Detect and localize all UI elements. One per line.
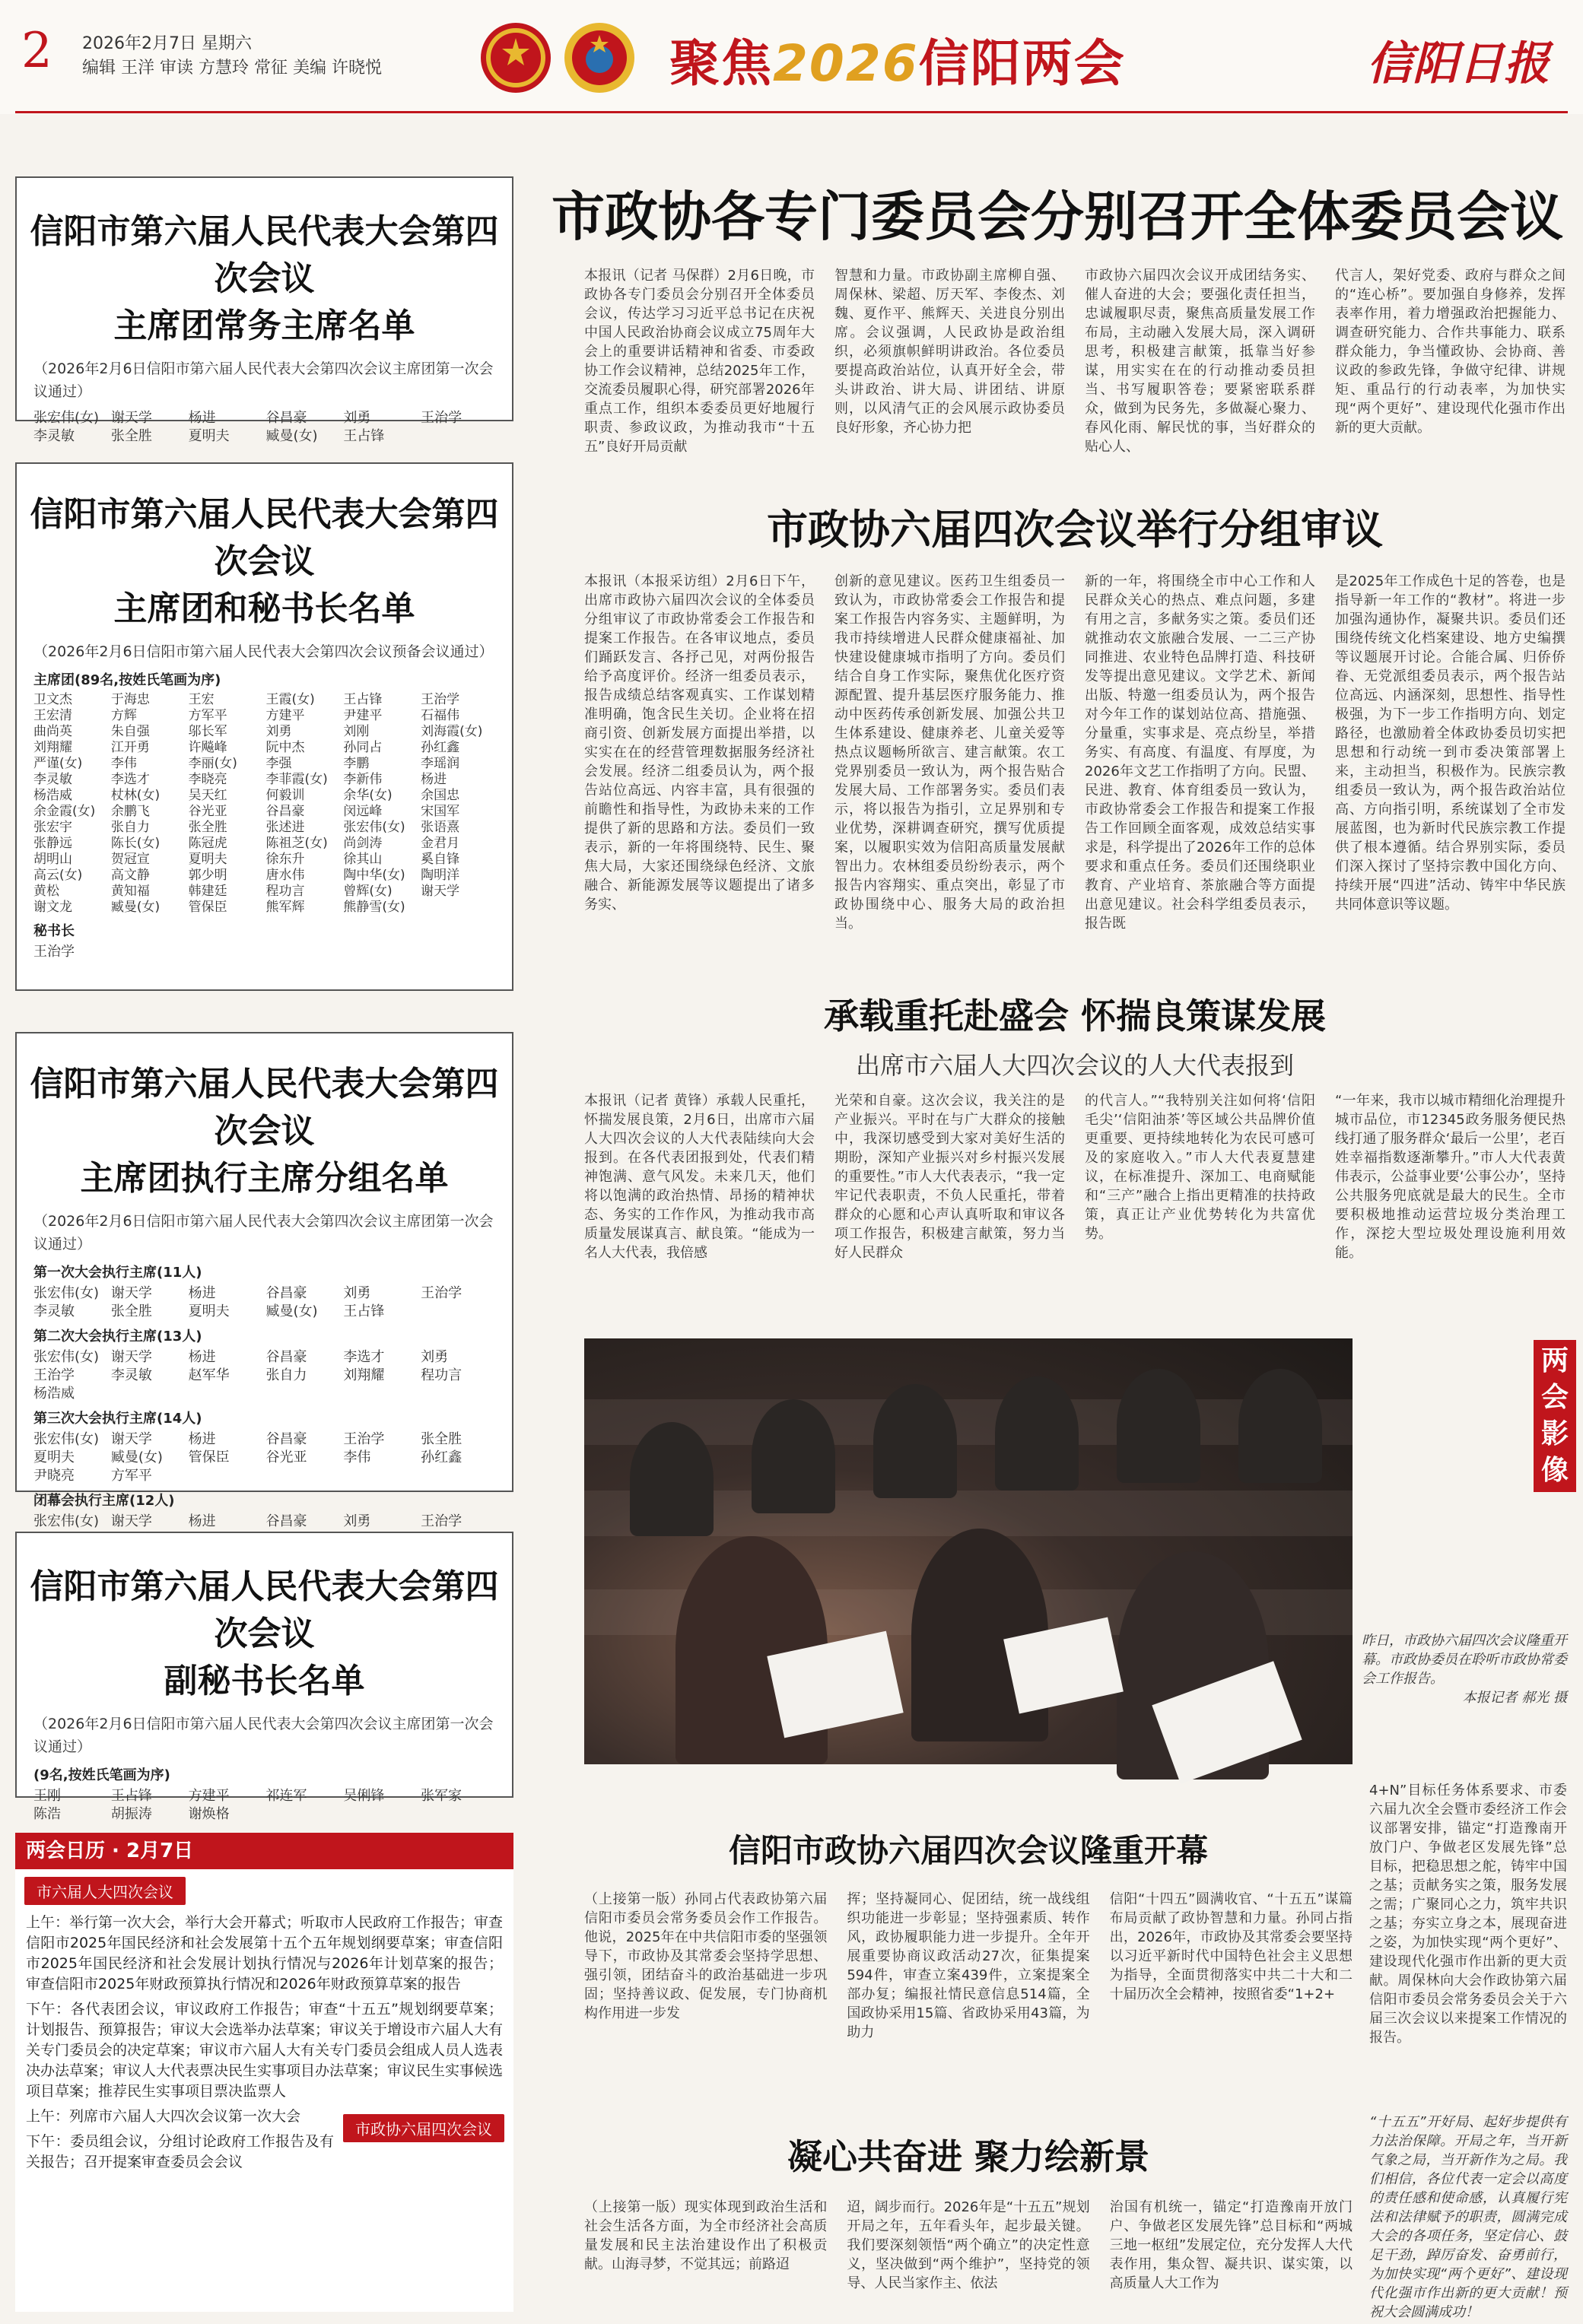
article-column: 光荣和自豪。这次会议，我关注的是产业振兴。平时在与广大群众的接触中，我深切感受到大家对美好生活的期盼，深知产业振兴对乡村振兴发展的重要性。”市人大代表表示，“我一定牢记代表职责，不负人民重托，带着群众的心愿和心声认真听取和审议各项工作报告，积极建言献策，努力当好人民群众 (834, 1093, 1065, 1261)
box-note: （2026年2月6日信阳市第六届人民代表大会第四次会议主席团第一次会议通过） (33, 360, 494, 400)
article-column: 新的一年，将围绕全市中心工作和人民群众关心的热点、难点问题，多建有用之言，多献务实之策。委员们还就推动农文旅融合发展、一二三产协同推进、农业特色品牌打造、科技研发等提出意见建议。文学艺术、新闻出版、特邀一组委员认为，两个报告对今年工作的谋划站位高、措施强、分量重，实事求是、亮点纷呈，举措务实、有高度、有温度、有厚度，为2026年文艺工作指明了方向。民盟、民进、教育、体育组委员一致认为，市政协常委会工作报告和提案工作报告工作回顾全面客观，成效总结实事求是，科学提出了2026年工作的总体要求和重点任务。委员们还围绕职业教育、产业培育、茶旅融合等方面提出意见建议。社会科学组委员表示，报告既 (1085, 573, 1315, 932)
person-name: 程功言 (265, 884, 305, 899)
person-name: 张静远 (33, 836, 72, 851)
article-column: 本报讯（记者 马保群）2月6日晚，市政协各专门委员会分别召开全体委员会议，传达学习习近平总书记在庆祝中国人民政治协商会议成立75周年大会上的重要讲话精神和省委、市委政协工作会议精神，总结2025年工作，交流委员履职心得，研究部署2026年重点工作，组织本委委员更好地履行职责、参政议政，为推动我市“十五五”良好开局贡献 (584, 268, 815, 455)
article-headline: 凝心共奋进 聚力绘新景 (787, 2136, 1149, 2177)
box-title-line1: 信阳市第六届人民代表大会第四次会议 (30, 495, 499, 581)
person-name: 曾辉(女) (343, 884, 393, 899)
person-name: 余鹏飞 (110, 804, 150, 819)
person-name: 孙红鑫 (421, 1449, 463, 1465)
person-name: 李灵敏 (110, 1367, 152, 1383)
secretary-name: 王治学 (33, 944, 75, 960)
article-body (584, 2198, 1353, 2312)
person-name: 谷昌豪 (265, 1349, 307, 1365)
section-prefix: 聚焦 (669, 34, 773, 93)
person-name: 邬长军 (188, 724, 227, 739)
standing-chair-list (15, 176, 513, 444)
person-name: 刘勇 (421, 1349, 449, 1365)
person-name: 孙同占 (343, 740, 383, 755)
name-grid (33, 1348, 495, 1403)
person-name: 王占锋 (343, 692, 383, 707)
group-label: 闭幕会执行主席(12人) (33, 1493, 175, 1509)
person-name: 管保臣 (188, 1449, 230, 1465)
box-title-line2: 主席团执行主席分组名单 (80, 1159, 449, 1198)
person-name: 杨进 (188, 410, 216, 426)
presidium-list (15, 462, 513, 991)
person-name: 李新伟 (343, 772, 383, 787)
person-name: 张军家 (421, 1788, 463, 1804)
person-name: 臧曼(女) (265, 1303, 318, 1319)
person-name: 尹建平 (343, 708, 383, 723)
person-name: 张语熹 (421, 820, 460, 835)
person-name: 刘翔耀 (343, 1367, 385, 1383)
person-name: 杨进 (188, 1285, 216, 1301)
name-grid (33, 1787, 495, 1824)
person-name: 杨浩威 (33, 788, 72, 803)
article-column: “十五五”开好局、起好步提供有力法治保障。开局之年，当开新气象之局，当开新作为之局。我们相信，各位代表一定会以高度的责任感和使命感，认真履行宪法和法律赋予的职责，圆满完成大会的各项任务，坚定信心、鼓足干劲，踔厉奋发、奋勇前行，为加快实现“两个更好”、建设现代化强市作出新的更大贡献！预祝大会圆满成功！ (1369, 2114, 1567, 2320)
person-name: 余金霞(女) (33, 804, 96, 819)
person-name: 张自力 (110, 820, 150, 835)
person-name: 闵远峰 (343, 804, 383, 819)
calendar-text: 上午：列席市六届人大四次会议第一次大会 (26, 2108, 301, 2125)
person-name: 杖林(女) (110, 788, 161, 803)
box-note: （2026年2月6日信阳市第六届人民代表大会第四次会议主席团第一次会议通过） (33, 1716, 494, 1755)
person-name: 张宏伟(女) (33, 1285, 100, 1301)
person-name: 杨进 (421, 772, 447, 787)
article-subhead: 出席市六届人大四次会议的人大代表报到 (855, 1051, 1294, 1080)
person-name: 谢天学 (110, 1431, 152, 1447)
article-column: 市政协六届四次会议开成团结务实、催人奋进的大会；要强化责任担当，忠诚履职尽责，聚焦高质量发展工作布局，主动融入发展大局，深入调研思考，积极建言献策，抵靠当好参谋，用实实在在的行动推动委员担当、书写履职答卷；要紧密联系群众，做到为民务先，多做凝心聚力、春风化雨、解民忧的事，当好群众的贴心人、 (1085, 268, 1315, 455)
person-name: 方辉 (110, 708, 137, 723)
person-name: 李选才 (343, 1349, 385, 1365)
article-column: 的代言人。”“我特别关注如何将‘信阳毛尖’‘信阳油茶’等区域公共品牌价值更重要、更持续地转化为农民可感可及的家庭收入。”市人大代表夏慧建议，在标准提升、深加工、电商赋能和“三产”融合上指出更精准的扶持政策，真正让产业优势转化为共富优势。 (1085, 1093, 1315, 1242)
person-name: 王治学 (421, 410, 463, 426)
person-name: 江开勇 (110, 740, 150, 755)
article-column: 创新的意见建议。医药卫生组委员一致认为，市政协常委会工作报告和提案工作报告内容务实、主题鲜明，为我市持续增进人民群众健康福祉、加快建设健康城市指明了方向。委员们结合自身工作实际，聚焦优化医疗资源配置、提升基层医疗服务能力、推动中医药传承创新发展、加强公共卫生体系建设、健康养老、儿童关爱等热点议题畅所欲言、建言献策。农工党界别委员一致认为，两个报告贴合发展大局、工作部署务实。委员们表示，将以报告为指引，立足界别和专业优势，深耕调查研究，撰写优质提案，以履职实效为信阳高质量发展献智出力。农林组委员纷纷表示，两个报告内容翔实、重点突出，彰显了市政协围绕中心、服务大局的政治担当。 (834, 573, 1065, 932)
calendar-title: 两会日历 · 2月7日 (15, 1833, 513, 1869)
group-label: 第二次大会执行主席(13人) (33, 1329, 202, 1345)
person-name: 祁连军 (265, 1788, 307, 1804)
person-name: 夏明夫 (188, 428, 230, 444)
person-name: 余国忠 (421, 788, 460, 803)
person-name: 刘勇 (265, 724, 292, 739)
person-name: 高文静 (110, 868, 150, 883)
person-name: 熊军辉 (265, 900, 305, 915)
person-name: 张全胜 (188, 820, 227, 835)
calendar-text: 上午：举行第一次大会，举行大会开幕式；听取市人民政府工作报告；审查信阳市2025年国民经济和社会发展第十五个五年规划纲要草案；审查信阳市2025年国民经济和社会发展计划执行情况与2026年计划草案的报告；审查信阳市2025年财政预算执行情况和2026年财政预算草案的报告 (26, 1914, 504, 1992)
person-name: 谷昌豪 (265, 1431, 307, 1447)
article-column: 迢，阔步而行。2026年是“十五五”规划开局之年，五年看头年，起步最关键。我们要深刻领悟“两个确立”的决定性意义，坚决做到“两个维护”，坚持党的领导、人民当家作主、依法 (847, 2199, 1090, 2291)
name-grid (33, 692, 495, 916)
caption-text: 昨日，市政协六届四次会议隆重开幕。市政协委员在聆听市政协常委会工作报告。 (1362, 1633, 1567, 1687)
person-name: 李鹏 (343, 756, 370, 771)
calendar-tag-cppcc: 市政协六届四次会议 (343, 2114, 504, 2142)
article-column: 代言人，架好党委、政府与群众之间的“连心桥”。要加强自身修养，发挥表率作用，着力增强政治把握能力、调查研究能力、合作共事能力、联系群众能力，争当懂政协、会协商、善议政的参政先锋，争做守纪律、讲规矩、重品行的行动表率，为加快实现“两个更好”、建设现代化强市作出新的更大贡献。 (1335, 268, 1566, 436)
person-name: 管保臣 (188, 900, 227, 915)
person-name: 王治学 (421, 1513, 463, 1529)
person-name: 李伟 (343, 1449, 371, 1465)
article-headline: 市政协六届四次会议举行分组审议 (767, 505, 1383, 554)
group-list (17, 1262, 512, 1549)
person-name: 金君月 (421, 836, 460, 851)
person-name: 王占锋 (343, 428, 385, 444)
person-name: 杨进 (188, 1431, 216, 1447)
person-name: 杨浩威 (33, 1386, 75, 1402)
person-name: 朱自强 (110, 724, 150, 739)
person-name: 刘勇 (343, 1513, 371, 1529)
person-name: 张宏伟(女) (33, 1513, 100, 1529)
calendar-text: 下午：委员组会议，分组讨论政府工作报告及有关报告；召开提案审查委员会会议 (26, 2133, 334, 2170)
section-suffix: 信阳两会 (918, 34, 1126, 93)
person-name: 李灵敏 (33, 772, 72, 787)
person-name: 夏明夫 (33, 1449, 75, 1465)
date-line: 2026年2月7日 星期六 (82, 34, 252, 53)
person-name: 于海忠 (110, 692, 150, 707)
person-name: 臧曼(女) (110, 1449, 163, 1465)
person-name: 奚自锋 (421, 852, 460, 867)
person-name: 陶明洋 (421, 868, 460, 883)
person-name: 张宏伟(女) (343, 820, 405, 835)
person-name: 李灵敏 (33, 1303, 75, 1319)
person-name: 陈冠虎 (188, 836, 227, 851)
article-body (584, 1890, 1353, 2080)
person-name: 胡振涛 (110, 1806, 152, 1822)
person-name: 高云(女) (33, 868, 83, 883)
article-body (584, 1091, 1566, 1297)
person-name: 张全胜 (421, 1431, 463, 1447)
person-name: 夏明夫 (188, 1303, 230, 1319)
person-name: 方建平 (265, 708, 305, 723)
page-header (0, 0, 1583, 114)
person-name: 黄知福 (110, 884, 150, 899)
person-name: 熊静雪(女) (343, 900, 405, 915)
article-column: 治国有机统一，锚定“打造豫南开放门户、争做老区发展先锋”总目标和“两城三地一枢纽”发展定位，充分发挥人大代表作用，集众智、凝共识、谋实策，以高质量人大工作为 (1109, 2199, 1353, 2291)
person-name: 刘海霞(女) (421, 724, 483, 739)
group-label: 第一次大会执行主席(11人) (33, 1265, 202, 1281)
person-name: 胡明山 (33, 852, 72, 867)
box-title-line2: 主席团常务主席名单 (113, 306, 415, 345)
person-name: 谷昌豪 (265, 804, 305, 819)
person-name: 赵军华 (188, 1367, 230, 1383)
person-name: 谢焕格 (188, 1806, 230, 1822)
person-name: 方军平 (188, 708, 227, 723)
person-name: 徐其山 (343, 852, 383, 867)
person-name: 贺冠宣 (110, 852, 150, 867)
person-name: 谷昌豪 (265, 1513, 307, 1529)
person-name: 黄松 (33, 884, 59, 899)
person-name: 张全胜 (110, 428, 152, 444)
box-title-line1: 信阳市第六届人民代表大会第四次会议 (30, 1065, 499, 1151)
person-name: 谷昌豪 (265, 410, 307, 426)
person-name: 吴俐锋 (343, 1788, 385, 1804)
article-column: 本报讯（本报采访组）2月6日下午，出席市政协六届四次会议的全体委员分组审议了市政协常委会工作报告和提案工作报告。在各审议地点，委员们踊跃发言、各抒己见，对两份报告给予高度评价。经济一组委员表示，报告成绩总结客观真实、工作谋划精准明确，饱含民生关切。企业将在招商引资、创新发展方面提出举措，以实实在在的经营管理数据服务经济社会发展。经济二组委员认为，两个报告站位高远、内容丰富，具有很强的前瞻性和指导性，为政协未来的工作提供了新的思路和方法。委员们一致表示，新的一年将围绕特、民生、聚焦大局，大家还围绕绿色经济、文旅融合、新能源发展等议题提出了诸多务实、 (584, 573, 815, 913)
deputy-secretary-list (15, 1532, 513, 1822)
person-name: 方军平 (110, 1468, 152, 1484)
person-name: 刘勇 (343, 410, 371, 426)
person-name: 张宏宇 (33, 820, 72, 835)
person-name: 谢天学 (421, 884, 460, 899)
staff-line: 编辑 王洋 审读 方慧玲 常征 美编 许晓悦 (82, 59, 382, 78)
article-column: （上接第一版）现实体现到政治生活和社会生活各方面，为全市经济社会高质量发展和民主法治建设作出了积极贡献。山海寻梦，不觉其远；前路迢 (584, 2199, 828, 2272)
person-name: 刘勇 (343, 1285, 371, 1301)
article-column: 是2025年工作成色十足的答卷，也是指导新一年工作的“教材”。将进一步加强沟通协作，凝聚共识。委员们还围绕传统文化档案建设、地方史编撰等议题展开讨论。合能合属、归侨侨眷、无党派组委员表示，两个报告站位高远、内涵深刻，思想性、指导性极强，为下一步工作指明方向、划定路径，也激励着全体政协委员切实把思想和行动统一到市委决策部署上来，主动担当，积极作为。民族宗教组委员一致认为，两个报告政治站位高、方向指引明，系统谋划了全市发展蓝图，也为新时代民族宗教工作提供了根本遵循。结合界别实际，委员们深入探讨了坚持宗教中国化方向、持续开展“四进”活动、铸牢中华民族共同体意识等议题。 (1335, 573, 1566, 913)
person-name: 张自力 (265, 1367, 307, 1383)
person-name: 张述进 (265, 820, 305, 835)
person-name: 尹晓亮 (33, 1468, 75, 1484)
person-name: 刘翔耀 (33, 740, 72, 755)
box-title-line2: 副秘书长名单 (164, 1662, 365, 1700)
person-name: 李选才 (110, 772, 150, 787)
person-name: 臧曼(女) (265, 428, 318, 444)
person-name: 李伟 (110, 756, 137, 771)
box-note: （2026年2月6日信阳市第六届人民代表大会第四次会议预备会议通过） (33, 643, 494, 660)
page-number: 2 (21, 23, 52, 79)
person-name: 谢天学 (110, 1349, 152, 1365)
article-column: 挥；坚持凝同心、促团结，统一战线组织功能进一步彰显；坚持强素质、转作风，政协履职能力进一步提升。全年开展重要协商议政活动27次，征集提案594件，审查立案439件，立案提案全部办复；编报社情民意信息514篇，全国政协采用15篇、省政协采用43篇，为助力 (847, 1891, 1090, 2040)
person-name: 何毅训 (265, 788, 305, 803)
person-name: 臧曼(女) (110, 900, 161, 915)
header-divider (15, 111, 1568, 113)
person-name: 韩建廷 (188, 884, 227, 899)
person-name: 陈长(女) (110, 836, 161, 851)
person-name: 李丽(女) (188, 756, 237, 771)
name-grid (33, 1284, 495, 1321)
calendar-text: 下午：各代表团会议，审议政府工作报告；审查“十五五”规划纲要草案；计划报告、预算报告；审议大会选举办法草案；审议关于增设市六届人大有关专门委员会的决定草案；审议市六届人大有关专门委员会组成人员人选表决办法草案；审议人大代表票决民生实事项目办法草案；审议民生实事候选项目草案；推荐民生实事项目票决监票人 (26, 2001, 504, 2100)
box-note: （2026年2月6日信阳市第六届人民代表大会第四次会议主席团第一次会议通过） (33, 1213, 494, 1252)
article-column: 本报讯（记者 黄锋）承载人民重托，怀揣发展良策，2月6日，出席市六届人大四次会议的人大代表陆续向大会报到。在各代表团报到处，代表们精神饱满、意气风发。未来几天，他们将以饱满的政治热情、昂扬的精神状态、务实的工作作风，为推动我市高质量发展谋真言、献良策。“能成为一名人大代表，我倍感 (584, 1093, 815, 1261)
person-name: 王占锋 (343, 1303, 385, 1319)
person-name: 陶中华(女) (343, 868, 405, 883)
person-name: 谢天学 (110, 1285, 152, 1301)
name-grid (33, 409, 495, 446)
person-name: 孙红鑫 (421, 740, 460, 755)
article-headline: 市政协各专门委员会分别召开全体委员会议 (552, 185, 1563, 248)
group-label: 第三次大会执行主席(14人) (33, 1411, 202, 1427)
calendar-tag-npc: 市六届人大四次会议 (24, 1877, 186, 1905)
caption-credit: 本报记者 郝光 摄 (1462, 1690, 1567, 1706)
person-name: 夏明夫 (188, 852, 227, 867)
section-title (669, 23, 1126, 95)
person-name: 郭少明 (188, 868, 227, 883)
article-headline: 承载重托赴盛会 怀揣良策谋发展 (823, 995, 1326, 1037)
group-label: (9名,按姓氏笔画为序) (33, 1767, 170, 1783)
article-column: “一年来，我市以城市精细化治理提升城市品位，市12345政务服务便民热线打通了服务群众‘最后一公里’，老百姓幸福指数逐渐攀升。”市人大代表黄伟表示，公益事业要‘公事公办’，坚持公共服务兜底就是最大的民生。全市要积极地推动运营垃圾分类治理工作，深挖大型垃圾处理设施利用效能。 (1335, 1093, 1566, 1261)
person-name: 王治学 (421, 692, 460, 707)
person-name: 王占锋 (110, 1788, 152, 1804)
person-name: 李强 (265, 756, 292, 771)
person-name: 方建平 (188, 1788, 230, 1804)
person-name: 王刚 (33, 1788, 61, 1804)
group-label: 主席团(89名,按姓氏笔画为序) (33, 672, 221, 688)
person-name: 陈浩 (33, 1806, 61, 1822)
newspaper-logo: 信阳日报 (1367, 37, 1550, 90)
person-name: 王宏清 (33, 708, 72, 723)
box-title-line2: 主席团和秘书长名单 (113, 589, 415, 628)
person-name: 卫文杰 (33, 692, 72, 707)
executive-chair-list (15, 1032, 513, 1529)
box-title-line1: 信阳市第六届人民代表大会第四次会议 (30, 1567, 499, 1653)
article-body (584, 572, 1566, 937)
person-name: 王治学 (421, 1285, 463, 1301)
person-name: 王霞(女) (265, 692, 315, 707)
person-name: 严谨(女) (33, 756, 83, 771)
person-name: 徐东升 (265, 852, 305, 867)
secretary-label: 秘书长 (33, 923, 75, 939)
person-name: 石福伟 (421, 708, 460, 723)
person-name: 王治学 (33, 1367, 75, 1383)
person-name: 张全胜 (110, 1303, 152, 1319)
name-grid (33, 1430, 495, 1485)
person-name: 李灵敏 (33, 428, 75, 444)
article-column: 智慧和力量。市政协副主席柳自强、周保林、梁超、厉天军、李俊杰、刘魏、夏作平、熊辉天、关进良分别出席。会议强调，人民政协是政治组织，必须旗帜鲜明讲政治。各位委员要提高政治站位，认真开好全会，带头讲政治、讲大局、讲团结、讲原则，以风清气正的会风展示政协委员良好形象，齐心协力把 (834, 268, 1065, 436)
person-name: 张宏伟(女) (33, 1349, 100, 1365)
person-name: 王治学 (343, 1431, 385, 1447)
person-name: 谢天学 (110, 1513, 152, 1529)
person-name: 李菲霞(女) (265, 772, 328, 787)
article-column: 4+N”目标任务体系要求、市委六届九次全会暨市委经济工作会议部署安排，锚定“打造豫南开放门户、争做老区发展先锋”总目标，把稳思想之舵，铸牢中国之基；贡献务实之策，服务发展之需；广聚同心之力，筑牢共识之基；夯实立身之本，展现奋进之姿，为加快实现“两个更好”、建设现代化强市作出新的更大贡献。周保林向大会作政协第六届信阳市委员会常务委员会关于六届三次会议以来提案工作情况的报告。 (1369, 1783, 1567, 2046)
person-name: 许飚峰 (188, 740, 227, 755)
box-title-line1: 信阳市第六届人民代表大会第四次会议 (30, 212, 499, 298)
photo-section-label: 两会影像 (1534, 1340, 1576, 1492)
person-name: 余华(女) (343, 788, 393, 803)
person-name: 宋国军 (421, 804, 460, 819)
person-name: 曲尚英 (33, 724, 72, 739)
person-name: 程功言 (421, 1367, 463, 1383)
article-headline: 信阳市政协六届四次会议隆重开幕 (728, 1832, 1208, 1869)
national-emblem-icon (479, 21, 552, 94)
conference-photo (584, 1338, 1353, 1764)
person-name: 谢文龙 (33, 900, 72, 915)
cppcc-emblem-icon (563, 21, 636, 94)
person-name: 吴天红 (188, 788, 227, 803)
person-name: 李瑶润 (421, 756, 460, 771)
person-name: 谷光亚 (265, 1449, 307, 1465)
article-body (584, 266, 1566, 456)
photo-caption (1362, 1631, 1567, 1707)
person-name: 唐水伟 (265, 868, 305, 883)
article-column: 信阳“十四五”圆满收官、“十五五”谋篇布局贡献了政协智慧和力量。孙同占指出，2026年，市政协及其常委会要坚持以习近平新时代中国特色社会主义思想为指导，全面贯彻落实中共二十大和二十届历次全会精神，按照省委“1+2+ (1109, 1891, 1353, 2002)
article-column: （上接第一版）孙同占代表政协第六届信阳市委员会常务委员会作工作报告。他说，2025年在中共信阳市委的坚强领导下，市政协及其常委会坚持学思想、强引领，团结奋斗的政治基础进一步巩固；坚持善议政、促发展，专门协商机构作用进一步发 (584, 1891, 828, 2021)
section-year: 2026 (773, 34, 919, 93)
person-name: 王宏 (188, 692, 215, 707)
person-name: 张宏伟(女) (33, 410, 100, 426)
person-name: 杨进 (188, 1349, 216, 1365)
person-name: 李晓亮 (188, 772, 227, 787)
person-name: 阮中杰 (265, 740, 305, 755)
session-calendar (15, 1833, 513, 2312)
person-name: 谢天学 (110, 410, 152, 426)
person-name: 谷昌豪 (265, 1285, 307, 1301)
person-name: 张宏伟(女) (33, 1431, 100, 1447)
person-name: 杨进 (188, 1513, 216, 1529)
person-name: 陈祖芝(女) (265, 836, 328, 851)
person-name: 谷光亚 (188, 804, 227, 819)
person-name: 刘刚 (343, 724, 370, 739)
person-name: 尚剑涛 (343, 836, 383, 851)
